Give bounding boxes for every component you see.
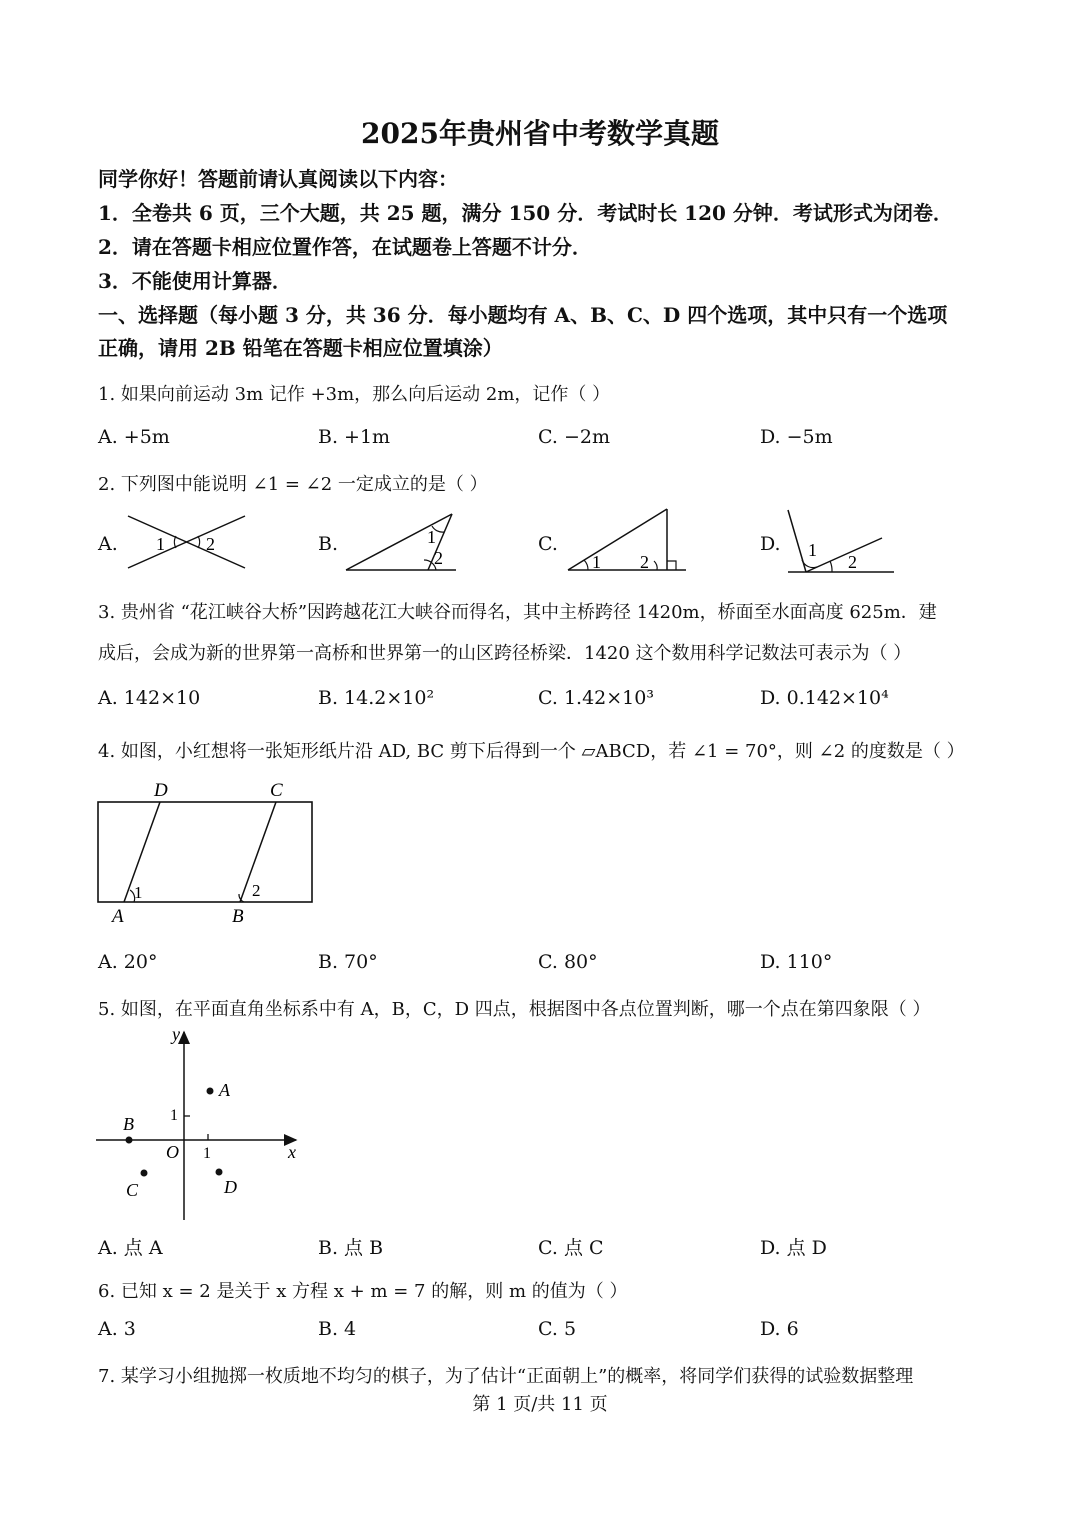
- q5-stem: 5. 如图，在平面直角坐标系中有 A，B，C，D 四点，根据图中各点位置判断，哪一个点在第四象限（ ）: [98, 999, 931, 1020]
- q4-label-b: B: [232, 906, 244, 927]
- intro-rule-2: 2．请在答题卡相应位置作答，在试题卷上答题不计分．: [98, 235, 592, 259]
- q6-option-a: A. 3: [98, 1318, 136, 1340]
- q2-figure-a: [120, 508, 260, 574]
- point-a-label: A: [219, 1080, 230, 1100]
- q2-option-d: D.: [760, 533, 781, 555]
- intro-greeting: 同学你好！答题前请认真阅读以下内容：: [98, 167, 458, 191]
- q4-label-a: A: [112, 906, 124, 927]
- q1-stem: 1. 如果向前运动 3m 记作 +3m，那么向后运动 2m，记作（ ）: [98, 384, 611, 405]
- q4-label-c: C: [270, 780, 283, 801]
- q3-stem-line2: 成后，会成为新的世界第一高桥和世界第一的山区跨径桥梁．1420 这个数用科学记数法可表示为（ ）: [98, 643, 912, 664]
- q2d-angle-label-2: 2: [848, 552, 857, 572]
- q2-figure-d: [782, 506, 897, 576]
- point-b-label: B: [123, 1114, 134, 1134]
- q6-option-d: D. 6: [760, 1318, 799, 1340]
- q5-option-b: B. 点 B: [318, 1237, 384, 1259]
- q2-option-a: A.: [98, 533, 118, 555]
- q7-stem: 7. 某学习小组抛掷一枚质地不均匀的棋子，为了估计“正面朝上”的概率，将同学们获得的试验数据整理: [98, 1366, 914, 1387]
- q2-option-c: C.: [538, 533, 558, 555]
- q2a-angle-label-1: 1: [156, 534, 165, 554]
- q4-label-d: D: [154, 780, 168, 801]
- point-d: [216, 1169, 223, 1176]
- q4-stem: 4. 如图，小红想将一张矩形纸片沿 AD, BC 剪下后得到一个 ▱ABCD，若 ∠1 = 70°，则 ∠2 的度数是（ ）: [98, 741, 965, 762]
- q1-option-d: D. −5m: [760, 426, 833, 448]
- point-c-label: C: [126, 1180, 139, 1200]
- q2b-angle-label-1: 1: [427, 527, 436, 547]
- q1-option-c: C. −2m: [538, 426, 610, 448]
- q4-option-b: B. 70°: [318, 951, 378, 973]
- q4-option-a: A. 20°: [98, 951, 158, 973]
- q6-option-b: B. 4: [318, 1318, 357, 1340]
- y-axis-label: y: [172, 1024, 180, 1044]
- q5-coordinate-figure: [92, 1024, 312, 1224]
- q5-option-d: D. 点 D: [760, 1237, 827, 1259]
- q4-angle-label-1: 1: [134, 883, 143, 902]
- page-title: 2025年贵州省中考数学真题: [361, 117, 719, 150]
- q5-option-a: A. 点 A: [98, 1237, 163, 1259]
- point-d-label: D: [224, 1177, 237, 1197]
- q4-figure: [92, 776, 322, 928]
- q2c-angle-label-1: 1: [592, 552, 601, 572]
- q2-figure-c: [562, 505, 692, 575]
- page-footer: 第 1 页/共 11 页: [472, 1394, 608, 1415]
- q6-stem: 6. 已知 x = 2 是关于 x 方程 x + m = 7 的解，则 m 的值为（ ）: [98, 1281, 628, 1302]
- x-tick-label: 1: [203, 1145, 211, 1162]
- q3-option-b: B. 14.2×10²: [318, 687, 435, 709]
- intro-rule-1: 1．全卷共 6 页，三个大题，共 25 题，满分 150 分．考试时长 120 分钟．考试形式为闭卷．: [98, 201, 953, 225]
- q1-option-a: A. +5m: [98, 426, 170, 448]
- q4-angle-label-2: 2: [252, 881, 261, 900]
- q1-option-b: B. +1m: [318, 426, 391, 448]
- point-a: [207, 1088, 214, 1095]
- q3-option-a: A. 142×10: [98, 687, 201, 709]
- q4-option-d: D. 110°: [760, 951, 833, 973]
- q2-stem: 2. 下列图中能说明 ∠1 = ∠2 一定成立的是（ ）: [98, 474, 488, 495]
- section-heading-line1: 一、选择题（每小题 3 分，共 36 分．每小题均有 A、B、C、D 四个选项，其中只有一个选项: [98, 303, 948, 327]
- q2b-angle-label-2: 2: [434, 548, 443, 568]
- q5-option-c: C. 点 C: [538, 1237, 604, 1259]
- q3-option-c: C. 1.42×10³: [538, 687, 654, 709]
- y-tick-label: 1: [170, 1107, 178, 1124]
- q6-option-c: C. 5: [538, 1318, 577, 1340]
- q2-figure-b: [340, 508, 470, 574]
- point-c: [141, 1170, 148, 1177]
- intro-rule-3: 3．不能使用计算器．: [98, 269, 292, 293]
- q2c-angle-label-2: 2: [640, 552, 649, 572]
- q3-stem-line1: 3. 贵州省 “花江峡谷大桥”因跨越花江大峡谷而得名，其中主桥跨径 1420m，桥面至水面高度 625m．建: [98, 602, 937, 623]
- q4-option-c: C. 80°: [538, 951, 598, 973]
- x-axis-label: x: [288, 1142, 296, 1162]
- q2-option-b: B.: [318, 533, 339, 555]
- q2d-angle-label-1: 1: [808, 540, 817, 560]
- section-heading-line2: 正确，请用 2B 铅笔在答题卡相应位置填涂）: [98, 336, 503, 360]
- q3-option-d: D. 0.142×10⁴: [760, 687, 889, 709]
- origin-label: O: [166, 1142, 179, 1162]
- point-b: [126, 1137, 133, 1144]
- q2a-angle-label-2: 2: [206, 534, 215, 554]
